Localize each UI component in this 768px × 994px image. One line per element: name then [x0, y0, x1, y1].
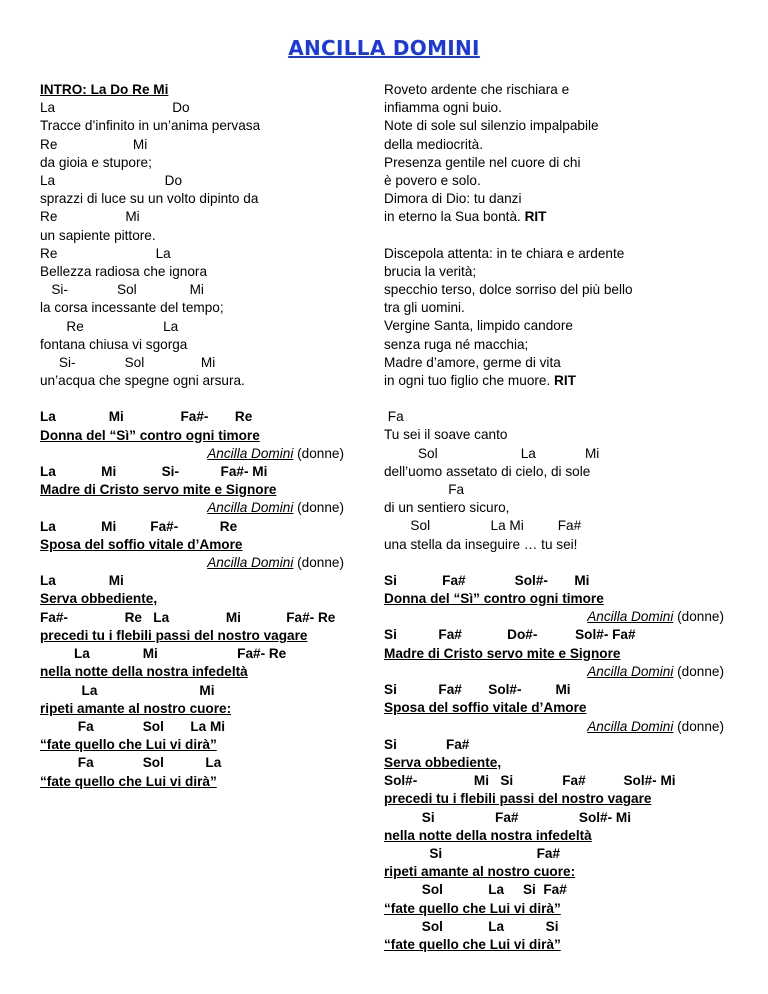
chord-line: Fa Sol La Mi [40, 718, 226, 734]
lyric-line: “fate quello che Lui vi dirà” [40, 737, 217, 753]
verse-line: Re La [40, 245, 171, 261]
right-column [384, 81, 744, 954]
lyric-line: nella notte della nostra infedeltà [40, 664, 248, 680]
stanza-gap [384, 227, 744, 245]
lyric-line: Serva obbediente, [40, 591, 158, 607]
verse-2 [384, 81, 744, 208]
chord-line: Si Fa# Sol#- Mi [384, 682, 571, 698]
response-italic: Ancilla Domini [587, 718, 674, 734]
verse-1 [40, 99, 360, 390]
lyric-line: Madre di Cristo servo mite e Signore [384, 645, 621, 661]
verse-line: Si- Sol Mi [40, 282, 204, 298]
verse-line: una stella da inseguire … tu sei! [384, 536, 578, 552]
lyric-line: precedi tu i flebili passi del nostro vagare [40, 627, 308, 643]
left-column [40, 81, 360, 791]
verse-line: la corsa incessante del tempo; [40, 300, 224, 316]
response-note: (donne) [293, 500, 344, 516]
page-title: ANCILLA DOMINI [288, 36, 480, 60]
verse-line: Re Mi [40, 136, 148, 152]
verse-line: tra gli uomini. [384, 300, 465, 316]
verse-line: sprazzi di luce su un volto dipinto da [40, 191, 259, 207]
response-line [384, 608, 744, 626]
verse-line: della mediocrità. [384, 136, 483, 152]
verse-line: in ogni tuo figlio che muore. [384, 373, 555, 389]
stanza-gap [384, 554, 744, 572]
chord-line: Si Fa# Sol#- Mi [384, 809, 632, 825]
response-note: (donne) [293, 445, 344, 461]
response-italic: Ancilla Domini [587, 663, 674, 679]
chord-line: Sol La Si Fa# [384, 882, 567, 898]
lyric-line: “fate quello che Lui vi dirà” [384, 900, 561, 916]
chord-line: La Mi Fa#- Re [40, 518, 238, 534]
lyric-line: nella notte della nostra infedeltà [384, 827, 592, 843]
chord-line: Si Fa# [384, 736, 470, 752]
verse-line: specchio terso, dolce sorriso del più bello [384, 282, 633, 298]
chord-line: Fa#- Re La Mi Fa#- Re [40, 609, 336, 625]
verse-2-last-line [384, 208, 744, 226]
bridge [384, 408, 744, 554]
verse-line: Discepola attenta: in te chiara e ardente [384, 245, 625, 261]
chord-line: La Mi Fa#- Re [40, 646, 287, 662]
response-note: (donne) [293, 555, 344, 571]
verse-line: Roveto ardente che rischiara e [384, 82, 570, 97]
rit-label: RIT [554, 373, 576, 389]
lyric-line: Sposa del soffio vitale d’Amore [40, 536, 243, 552]
lyric-line: Serva obbediente, [384, 754, 502, 770]
lyric-line: Madre di Cristo servo mite e Signore [40, 482, 277, 498]
response-italic: Ancilla Domini [207, 500, 294, 516]
chord-line: La Mi [40, 573, 124, 589]
chord-line: Si Fa# Sol#- Mi [384, 572, 590, 588]
verse-line: La Do [40, 173, 183, 189]
response-line [384, 718, 744, 736]
chord-line: La Mi Fa#- Re [40, 409, 253, 425]
response-italic: Ancilla Domini [587, 609, 674, 625]
chorus-left [40, 408, 360, 790]
chord-line: Si Fa# Do#- Sol#- Fa# [384, 627, 636, 643]
chord-line: La Mi [40, 682, 215, 698]
stanza-gap [384, 390, 744, 408]
verse-line: in eterno la Sua bontà. [384, 209, 525, 225]
chord-line: Si Fa# [384, 845, 561, 861]
response-line [384, 663, 744, 681]
verse-line: è povero e solo. [384, 173, 481, 189]
verse-line: Fa [384, 409, 404, 425]
verse-line: Note di sole sul silenzio impalpabile [384, 118, 599, 134]
verse-line: Vergine Santa, limpido candore [384, 318, 573, 334]
chord-line: Sol La Si [384, 918, 559, 934]
verse-line: dell’uomo assetato di cielo, di sole [384, 463, 591, 479]
response-note: (donne) [673, 718, 724, 734]
chorus-right [384, 572, 744, 954]
verse-line: La Do [40, 100, 190, 116]
rit-label: RIT [524, 209, 547, 225]
verse-line: Re La [40, 318, 179, 334]
lyric-line: ripeti amante al nostro cuore: [40, 700, 232, 716]
response-line [40, 499, 360, 517]
response-italic: Ancilla Domini [207, 555, 294, 571]
verse-line: di un sentiero sicuro, [384, 500, 510, 516]
verse-line: senza ruga né macchia; [384, 336, 529, 352]
verse-line: Re Mi [40, 209, 140, 225]
verse-line: Tu sei il soave canto [384, 427, 508, 443]
verse-line: brucia la verità; [384, 263, 477, 279]
chord-line: La Mi Si- Fa#- Mi [40, 464, 268, 480]
lyric-line: Sposa del soffio vitale d’Amore [384, 700, 587, 716]
lyric-line: ripeti amante al nostro cuore: [384, 864, 576, 880]
chord-line: Fa Sol La [40, 755, 222, 771]
lyric-line: precedi tu i flebili passi del nostro vagare [384, 791, 652, 807]
response-line [40, 445, 360, 463]
verse-line: Sol La Mi [384, 445, 600, 461]
verse-line: da gioia e stupore; [40, 154, 152, 170]
lyric-line: “fate quello che Lui vi dirà” [40, 773, 217, 789]
lyric-line: “fate quello che Lui vi dirà” [384, 936, 561, 952]
verse-line: Sol La Mi Fa# [384, 518, 582, 534]
response-italic: Ancilla Domini [207, 445, 294, 461]
response-line [40, 554, 360, 572]
verse-line: Dimora di Dio: tu danzi [384, 191, 522, 207]
verse-line: Madre d’amore, germe di vita [384, 354, 561, 370]
lyric-line: Donna del “Sì” contro ogni timore [40, 427, 260, 443]
intro-line: INTRO: La Do Re Mi [40, 82, 169, 97]
verse-line: Presenza gentile nel cuore di chi [384, 154, 581, 170]
verse-line: fontana chiusa vi sgorga [40, 336, 188, 352]
verse-line: infiamma ogni buio. [384, 100, 502, 116]
verse-line: Tracce d’infinito in un’anima pervasa [40, 118, 261, 134]
verse-3 [384, 245, 744, 372]
verse-line: Si- Sol Mi [40, 355, 216, 371]
verse-line: Bellezza radiosa che ignora [40, 264, 208, 280]
chord-line: Sol#- Mi Si Fa# Sol#- Mi [384, 773, 676, 789]
stanza-gap [40, 390, 360, 408]
verse-line: un sapiente pittore. [40, 227, 156, 243]
response-note: (donne) [673, 609, 724, 625]
verse-line: un’acqua che spegne ogni arsura. [40, 373, 245, 389]
verse-3-last-line [384, 372, 744, 390]
lyric-line: Donna del “Sì” contro ogni timore [384, 591, 604, 607]
verse-line: Fa [384, 482, 465, 498]
response-note: (donne) [673, 663, 724, 679]
